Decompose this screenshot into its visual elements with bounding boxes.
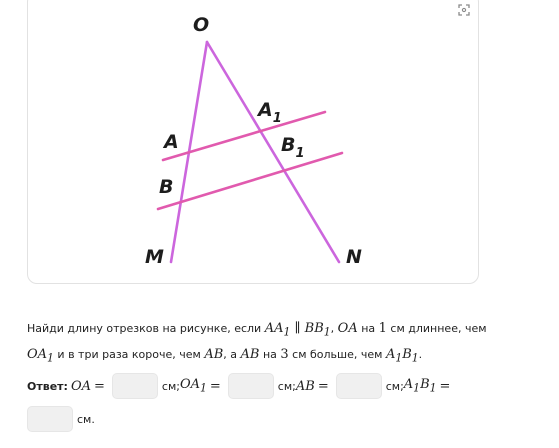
answer-section: [27, 372, 547, 433]
answer-input-a1b1[interactable]: [27, 406, 73, 432]
label-b: B: [159, 176, 174, 198]
label-n: N: [346, 246, 362, 268]
label-a: A: [164, 131, 179, 153]
answer-input-oa1[interactable]: [228, 373, 274, 399]
ray-on: [207, 42, 339, 262]
answer-row-1: Ответ: OA = см; $OA_1$ = см; AB = см; $A_1B_1$ =: [27, 372, 547, 400]
math-bb1: $BB_1$: [304, 321, 331, 339]
math-ab: AB: [204, 346, 224, 362]
math-oa1: $OA_1$: [27, 346, 54, 365]
answer-input-ab[interactable]: [336, 373, 382, 399]
answer-row-2: см.: [27, 405, 547, 433]
label-m: M: [145, 246, 164, 268]
math-oa: OA: [337, 321, 358, 336]
label-a1: $A_1$: [258, 99, 282, 126]
line-bb1: [158, 153, 342, 209]
label-o: O: [193, 14, 210, 36]
math-aa1: $AA_1$: [264, 321, 291, 339]
math-ab-2: AB: [240, 346, 260, 362]
label-b1: $B_1$: [281, 134, 305, 161]
task-text: Найди длину отрезков на рисунке, если $AA_1$ ∥ $BB_1$, OA на 1 см длиннее, чем $OA_1$ и в три раза короче, чем AB, а AB на 3 см больше, чем $A_1B_1$.: [27, 321, 487, 365]
math-a1b1: $A_1B_1$: [385, 346, 419, 365]
answer-input-oa[interactable]: [112, 373, 158, 399]
answer-label: Ответ:: [27, 379, 68, 393]
